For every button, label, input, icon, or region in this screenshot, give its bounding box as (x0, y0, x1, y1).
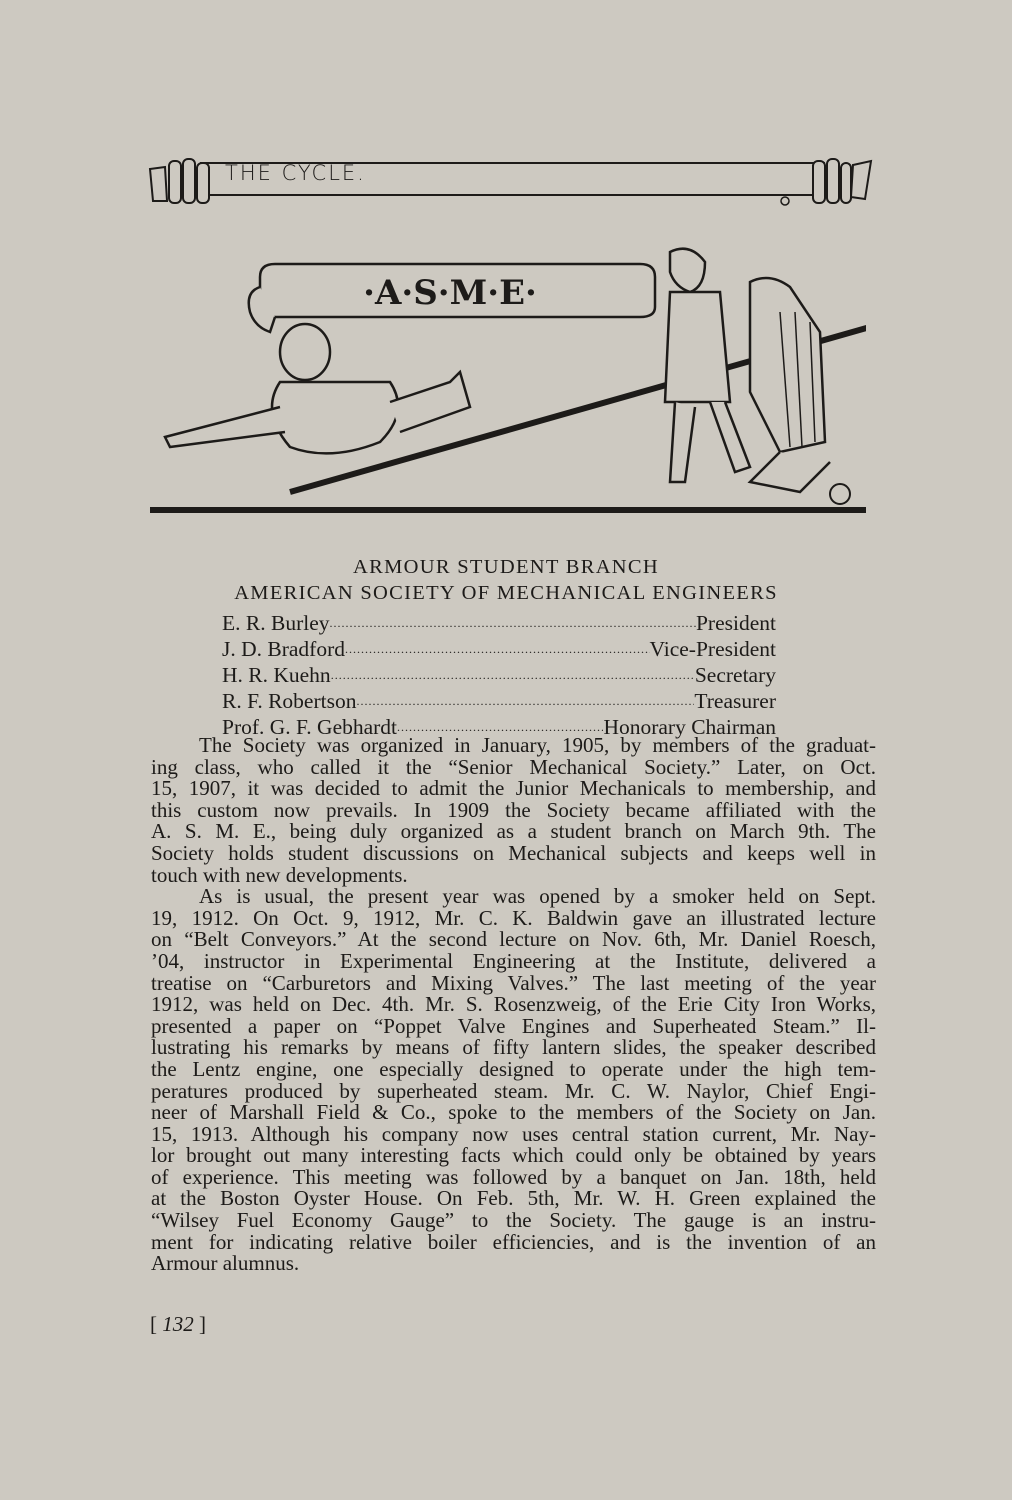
bracket-close: ] (199, 1312, 206, 1336)
officer-name: J. D. Bradford (222, 638, 346, 661)
text-line: of experience. This meeting was followed by a banquet on Jan. 18th, held (151, 1164, 876, 1189)
text-line: “Wilsey Fuel Economy Gauge” to the Society. The gauge is an instru- (151, 1208, 876, 1233)
text-line: ment for indicating relative boiler efficiencies, and is the invention of an (151, 1229, 876, 1254)
officer-title: Honorary Chairman (603, 716, 776, 739)
header-title: THE CYCLE. (225, 161, 366, 185)
officer-title: President (695, 612, 776, 635)
text-line: this custom now prevails. In 1909 the Society became affiliated with the (151, 797, 876, 822)
officer-name: E. R. Burley (222, 612, 330, 635)
banner-text: ·A·S·M·E· (363, 273, 537, 313)
officer-title: Treasurer (694, 690, 776, 713)
text-line: 15, 1907, it was decided to admit the Junior Mechanicals to membership, and (151, 776, 876, 801)
text-line: touch with new developments. (151, 862, 408, 887)
heading-society: AMERICAN SOCIETY OF MECHANICAL ENGINEERS (234, 582, 778, 604)
leader-dots (330, 612, 696, 638)
heading-branch: ARMOUR STUDENT BRANCH (353, 556, 659, 578)
text-line: A. S. M. E., being duly organized as a student branch on March 9th. The (151, 819, 876, 844)
officer-title: Vice-President (649, 638, 776, 661)
leader-dots (345, 638, 650, 664)
officer-row (222, 690, 776, 716)
officer-title: Secretary (694, 664, 776, 687)
text-line: neer of Marshall Field & Co., spoke to the members of the Society on Jan. (151, 1100, 876, 1125)
text-line: the Lentz engine, one especially designed to operate under the high tem- (151, 1056, 876, 1081)
officer-row (222, 612, 776, 638)
page-number-value: 132 (162, 1312, 194, 1336)
body-text (151, 735, 876, 1275)
leader-dots (331, 664, 695, 690)
text-line: 19, 1912. On Oct. 9, 1912, Mr. C. K. Baldwin gave an illustrated lecture (151, 905, 876, 930)
officer-name: Prof. G. F. Gebhardt (222, 716, 398, 739)
leader-dots (356, 690, 694, 716)
text-line: lustrating his remarks by means of fifty lantern slides, the speaker described (151, 1035, 876, 1060)
officers-list (222, 612, 776, 742)
officer-name: H. R. Kuehn (222, 664, 331, 687)
running-header (145, 155, 875, 207)
officer-name: R. F. Robertson (222, 690, 357, 713)
text-line: ’04, instructor in Experimental Engineering at the Institute, delivered a (151, 948, 876, 973)
asme-illustration (150, 232, 866, 522)
text-line: The Society was organized in January, 1905, by members of the graduat- (199, 733, 876, 757)
text-line: ing class, who called it the “Senior Mechanical Society.” Later, on Oct. (151, 754, 876, 779)
text-line: presented a paper on “Poppet Valve Engines and Superheated Steam.” Il- (151, 1013, 876, 1038)
text-line: treatise on “Carburetors and Mixing Valves.” The last meeting of the year (151, 970, 876, 995)
officer-row (222, 664, 776, 690)
text-line: 15, 1913. Although his company now uses central station current, Mr. Nay- (151, 1121, 876, 1146)
page-number (150, 1312, 206, 1337)
text-line: Armour alumnus. (151, 1251, 300, 1276)
officer-row (222, 638, 776, 664)
text-line: peratures produced by superheated steam. Mr. C. W. Naylor, Chief Engi- (151, 1078, 876, 1103)
text-line: As is usual, the present year was opened by a smoker held on Sept. (199, 884, 876, 909)
bracket-open: [ (150, 1312, 157, 1336)
text-line: Society holds student discussions on Mechanical subjects and keeps well in (151, 840, 876, 865)
text-line: 1912, was held on Dec. 4th. Mr. S. Rosenzweig, of the Erie City Iron Works, (151, 992, 876, 1017)
text-line: on “Belt Conveyors.” At the second lecture on Nov. 6th, Mr. Daniel Roesch, (151, 927, 876, 952)
text-line: at the Boston Oyster House. On Feb. 5th, Mr. W. H. Green explained the (151, 1186, 876, 1211)
text-line: lor brought out many interesting facts which could only be obtained by years (151, 1143, 876, 1168)
